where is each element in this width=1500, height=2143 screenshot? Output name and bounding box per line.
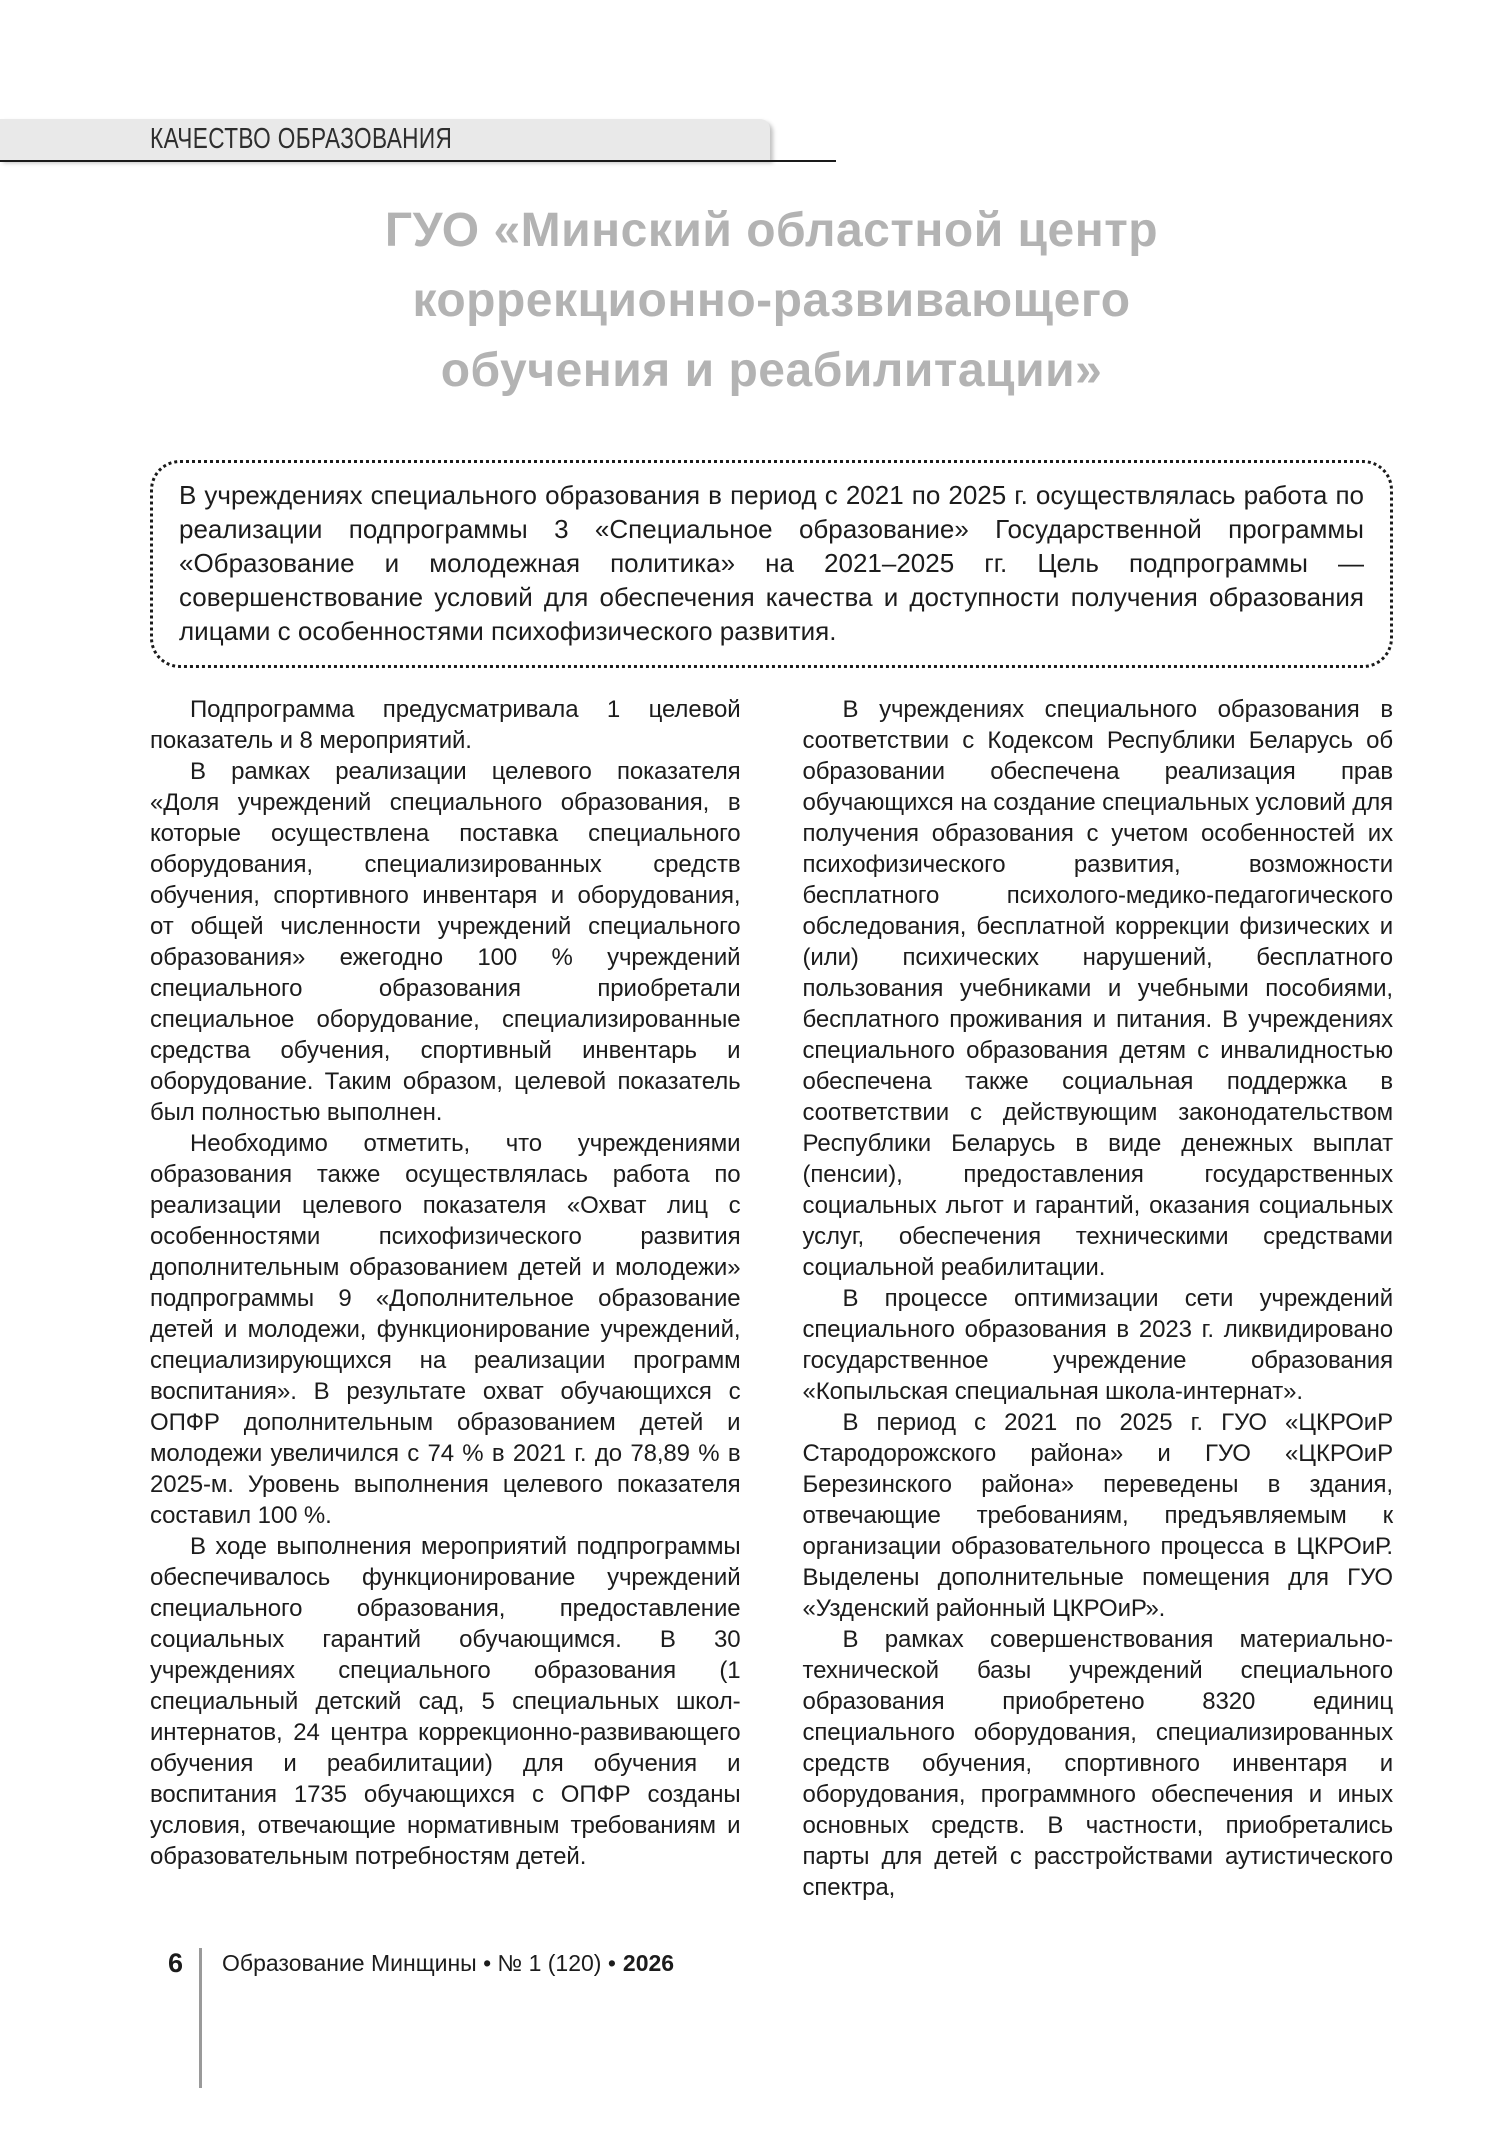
header-rule	[0, 160, 836, 162]
page-footer	[150, 1948, 674, 2088]
section-label: КАЧЕСТВО ОБРАЗОВАНИЯ	[150, 123, 453, 155]
paragraph: В процессе оптимизации сети учреждений специального образования в 2023 г. ликвидировано государственное учреждение образования «Копыльская специальная школа-интернат».	[802, 1285, 1393, 1405]
page-number: 6	[168, 1948, 184, 1978]
journal-line	[222, 1948, 674, 1978]
lead-box	[150, 460, 1393, 668]
footer-divider	[199, 1948, 202, 2088]
journal-year: 2026	[622, 1950, 675, 1976]
paragraph: В период с 2021 по 2025 г. ГУО «ЦКРОиР Стародорожского района» и ГУО «ЦКРОиР Березинского района» переведены в здания, отвечающие требованиям, предъявляемым к организации образовательного процесса в ЦКРОиР. Выделены дополнительные помещения для ГУО «Узденский районный ЦКРОиР».	[802, 1409, 1393, 1622]
lead-text: В учреждениях специального образования в период с 2021 по 2025 г. осуществлялась работа по реализации подпрограммы 3 «Специальное образование» Государственной программы «Образование и молодежная политика» на 2021–2025 гг. Цель подпрограммы — совершенствование условий для обеспечения качества и доступности получения образования лицами с особенностями психофизического развития.	[179, 480, 1364, 646]
paragraph: В рамках совершенствования материально-технической базы учреждений специального образования приобретено 8320 единиц специального оборудования, специализированных средств обучения, спортивного инвентаря и оборудования, программного обеспечения и иных основных средств. В частности, приобретались парты для детей с расстройствами аутистического спектра,	[802, 1626, 1393, 1901]
body-columns	[150, 694, 1393, 1903]
page-title-line-1: ГУО «Минский областной центр	[384, 204, 1159, 257]
journal-title: Образование Минщины • № 1 (120) •	[222, 1950, 616, 1976]
paragraph: В рамках реализации целевого показателя «Доля учреждений специального образования, в которые осуществлена поставка специального оборудования, специализированных средств обучения, спортивного инвентаря и оборудования, от общей численности учреждений специального образования» ежегодно 100 % учреждений специального образования приобретали специальное оборудование, специализированные средства обучения, спортивный инвентарь и оборудование. Таким образом, целевой показатель был полностью выполнен.	[150, 758, 741, 1126]
paragraph: Необходимо отметить, что учреждениями образования также осуществлялась работа по реализации целевого показателя «Охват лиц с особенностями психофизического развития дополнительным образованием детей и молодежи» подпрограммы 9 «Дополнительное образование детей и молодежи, функционирование учреждений, специализирующихся на реализации программ воспитания». В результате охват обучающихся с ОПФР дополнительным образованием детей и молодежи увеличился с 74 % в 2021 г. до 78,89 % в 2025-м. Уровень выполнения целевого показателя составил 100 %.	[150, 1130, 741, 1529]
column-right	[803, 694, 1394, 1903]
paragraph: Подпрограмма предусматривала 1 целевой показатель и 8 мероприятий.	[150, 696, 741, 754]
page-title	[150, 196, 1393, 406]
page-title-line-2: коррекционно-развивающего	[412, 274, 1131, 327]
page-title-line-3: обучения и реабилитации»	[440, 344, 1103, 397]
column-left	[150, 694, 741, 1903]
section-header-bar	[0, 119, 770, 160]
paragraph: В ходе выполнения мероприятий подпрограммы обеспечивалось функционирование учреждений специального образования, предоставление социальных гарантий обучающимся. В 30 учреждениях специального образования (1 специальный детский сад, 5 специальных школ-интернатов, 24 центра коррекционно-развивающего обучения и реабилитации) для обучения и воспитания 1735 обучающихся с ОПФР созданы условия, отвечающие нормативным требованиям и образовательным потребностям детей.	[150, 1533, 741, 1870]
paragraph: В учреждениях специального образования в соответствии с Кодексом Республики Беларусь об образовании обеспечена реализация прав обучающихся на создание специальных условий для получения образования с учетом особенностей их психофизического развития, возможности бесплатного психолого-медико-педагогического обследования, бесплатной коррекции физических и (или) психических нарушений, бесплатного пользования учебниками и учебными пособиями, бесплатного проживания и питания. В учреждениях специального образования детям с инвалидностью обеспечена также социальная поддержка в соответствии с действующим законодательством Республики Беларусь в виде денежных выплат (пенсии), предоставления государственных социальных льгот и гарантий, оказания социальных услуг, обеспечения техническими средствами социальной реабилитации.	[802, 696, 1393, 1281]
